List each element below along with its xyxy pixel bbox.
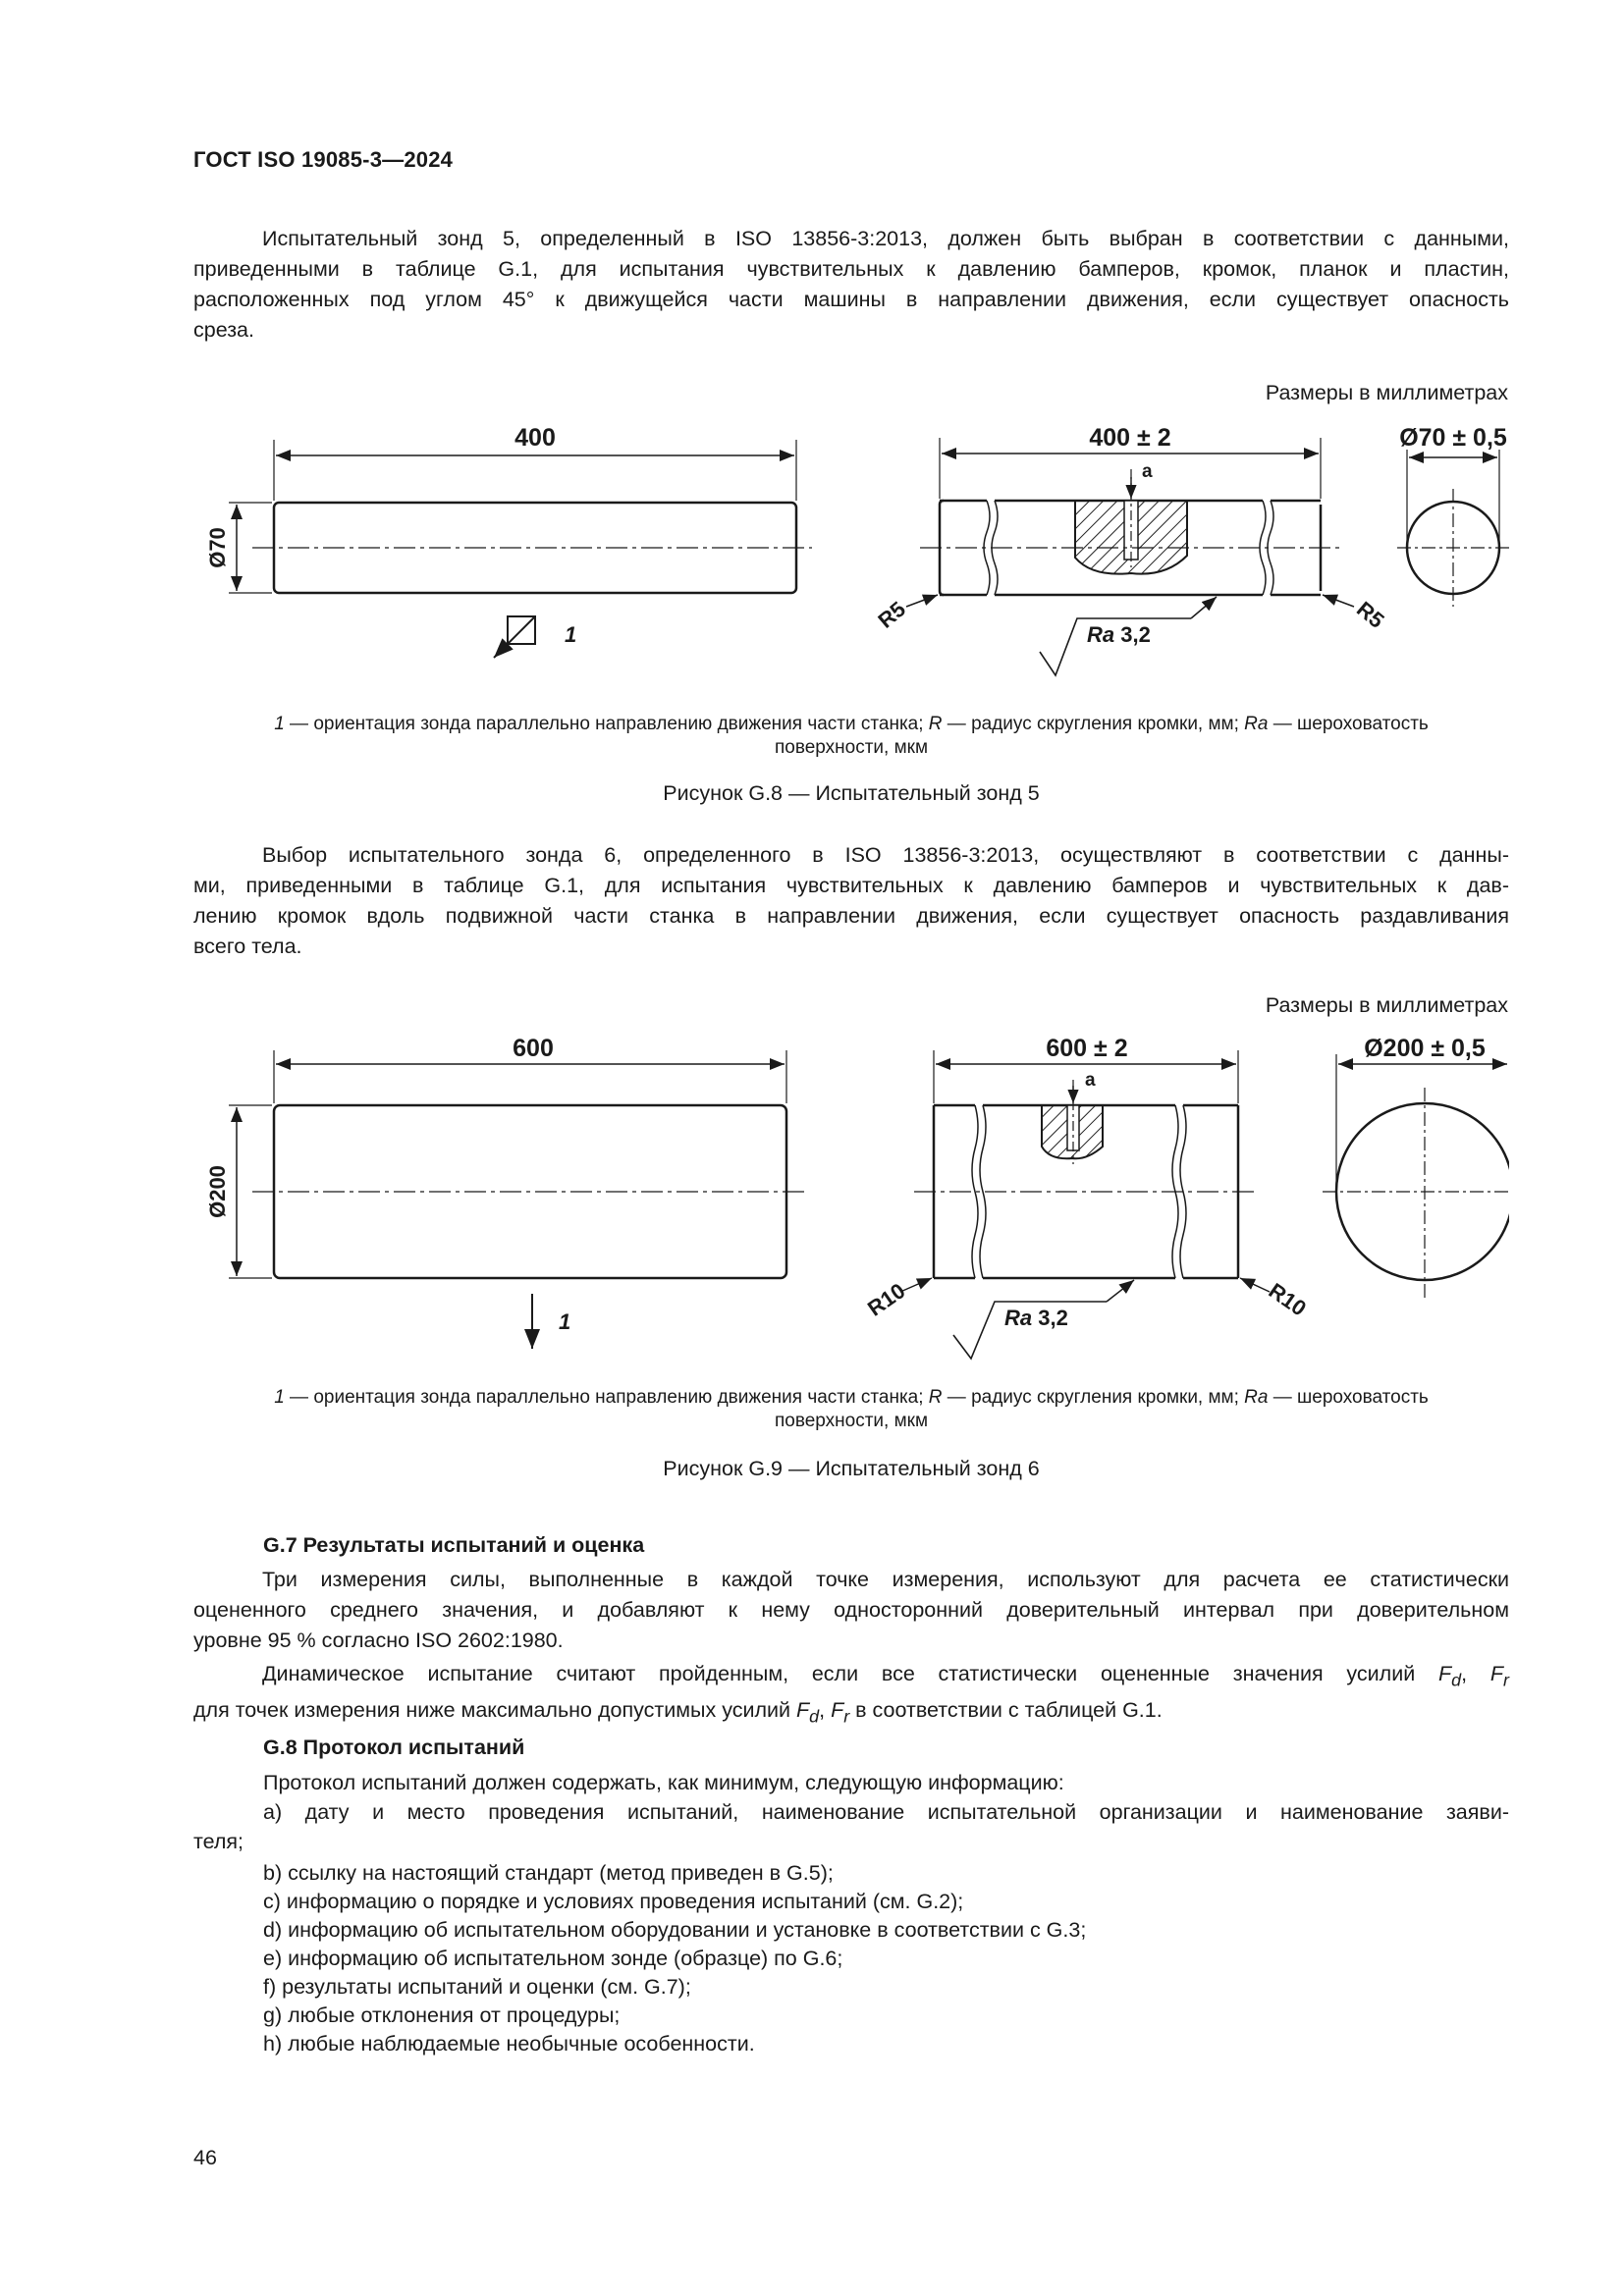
- text-line: Выбор испытательного зонда 6, определенного в ISO 13856-3:2013, осуществляют в соответствии с данны-: [262, 843, 1509, 867]
- legend-line: 1 — ориентация зонда параллельно направлению движения части станка; R — радиус скругления кромки, мм; Ra — шероховатость: [274, 1387, 1429, 1408]
- text-line: всего тела.: [193, 934, 302, 958]
- figure-9-title: Рисунок G.9 — Испытательный зонд 6: [663, 1457, 1040, 1480]
- list-item-f: f) результаты испытаний и оценки (см. G.7);: [263, 1975, 691, 1999]
- legend-line: поверхности, мкм: [774, 1411, 929, 1431]
- text-line: для точек измерения ниже максимально допустимых усилий $F_d$, $F_r$ в соответствии с таблицей G.1.: [193, 1698, 1163, 1727]
- legend-line: поверхности, мкм: [774, 737, 929, 758]
- section-g7-paragraph-1: [193, 1565, 1509, 1656]
- probe-5-end-view: [1397, 424, 1509, 607]
- dimension-diameter-tol-label: Ø200 ± 0,5: [1364, 1035, 1486, 1062]
- dimension-length-label: 600: [513, 1035, 554, 1062]
- text-line: Испытательный зонд 5, определенный в ISO 13856-3:2013, должен быть выбран в соответствии с данными,: [262, 227, 1509, 250]
- section-g8-heading: G.8 Протокол испытаний: [263, 1735, 525, 1759]
- dimension-diameter-label: Ø200: [205, 1165, 230, 1218]
- document-header: ГОСТ ISO 19085-3—2024: [193, 147, 454, 172]
- figure-9-legend: [193, 1386, 1509, 1433]
- key-1-label: 1: [565, 622, 577, 647]
- list-item-g: g) любые отклонения от процедуры;: [263, 2003, 621, 2027]
- dimension-diameter-tol-label: Ø70 ± 0,5: [1399, 424, 1507, 452]
- intro-paragraph-probe-6: [193, 840, 1509, 962]
- radius-right-label: R5: [1352, 596, 1389, 633]
- figure-8-title: Рисунок G.8 — Испытательный зонд 5: [663, 781, 1040, 805]
- probe-6-side-view: [205, 1035, 806, 1349]
- text-line: лению кромок вдоль подвижной части станка в направлении движения, если существует опасность раздавливания: [193, 904, 1509, 928]
- key-1-label: 1: [559, 1309, 571, 1334]
- list-item-a: а) дату и место проведения испытаний, наименование испытательной организации и наименование заяви-: [263, 1800, 1509, 1824]
- dimension-length-tol-label: 400 ± 2: [1089, 424, 1171, 452]
- section-g7-heading: G.7 Результаты испытаний и оценка: [263, 1533, 645, 1557]
- list-item-d: d) информацию об испытательном оборудовании и установке в соответствии с G.3;: [263, 1918, 1087, 1942]
- text-line: расположенных под углом 45° к движущейся части машины в направлении движения, если существует опасность: [193, 288, 1509, 311]
- figure-9-svg: [193, 1021, 1509, 1364]
- radius-left-label: R10: [862, 1278, 910, 1321]
- radius-right-label: R10: [1264, 1278, 1312, 1321]
- list-item-c: c) информацию о порядке и условиях проведения испытаний (см. G.2);: [263, 1890, 964, 1913]
- list-item-e: e) информацию об испытательном зонде (образце) по G.6;: [263, 1947, 843, 1970]
- list-item-b: b) ссылку на настоящий стандарт (метод приведен в G.5);: [263, 1861, 834, 1885]
- legend-line: 1 — ориентация зонда параллельно направлению движения части станка; R — радиус скругления кромки, мм; Ra — шероховатость: [274, 714, 1429, 734]
- note-a-label: a: [1142, 461, 1153, 482]
- note-a-label: a: [1085, 1070, 1096, 1091]
- list-item-a-continuation: теля;: [193, 1830, 244, 1853]
- list-item-h: h) любые наблюдаемые необычные особенности.: [263, 2032, 755, 2056]
- roughness-label: Ra 3,2: [1004, 1306, 1068, 1330]
- figure-9-units-note: Размеры в миллиметрах: [1265, 993, 1508, 1017]
- text-line: уровне 95 % согласно ISO 2602:1980.: [193, 1629, 564, 1652]
- radius-left-label: R5: [873, 596, 910, 633]
- probe-6-end-view: [1323, 1035, 1509, 1298]
- figure-8-drawing: [193, 410, 1509, 695]
- section-g7-paragraph-2: [193, 1659, 1509, 1733]
- dimension-diameter-label: Ø70: [205, 527, 230, 568]
- text-line: Три измерения силы, выполненные в каждой точке измерения, используют для расчета ее статистически: [262, 1568, 1509, 1591]
- figure-8-legend: [193, 713, 1509, 760]
- bore-hole: [1124, 501, 1138, 560]
- section-g8-intro: Протокол испытаний должен содержать, как минимум, следующую информацию:: [263, 1771, 1064, 1794]
- text-line: ми, приведенными в таблице G.1, для испытания чувствительных к давлению бамперов и чувствительных к дав-: [193, 874, 1509, 897]
- text-line: оцененного среднего значения, и добавляют к нему односторонний доверительный интервал при доверительном: [193, 1598, 1509, 1622]
- figure-9-drawing: [193, 1021, 1509, 1364]
- roughness-label: Ra 3,2: [1087, 622, 1151, 647]
- orientation-arrow-icon: [494, 616, 535, 658]
- intro-paragraph-probe-5: [193, 224, 1509, 346]
- probe-5-side-view: [205, 424, 812, 658]
- dimension-length-label: 400: [514, 424, 556, 452]
- text-line: среза.: [193, 318, 254, 342]
- text-line: приведенными в таблице G.1, для испытания чувствительных к давлению бамперов, кромок, планок и пластин,: [193, 257, 1509, 281]
- dimension-length-tol-label: 600 ± 2: [1046, 1035, 1128, 1062]
- page-number: 46: [193, 2146, 217, 2169]
- figure-8-svg: [193, 410, 1509, 695]
- probe-6-section-view: [863, 1035, 1311, 1359]
- text-line: Динамическое испытание считают пройденным, если все статистически оцененные значения усилий $F_d$, $F_r$: [262, 1662, 1510, 1690]
- figure-8-units-note: Размеры в миллиметрах: [1265, 381, 1508, 404]
- probe-5-section-view: [873, 424, 1388, 675]
